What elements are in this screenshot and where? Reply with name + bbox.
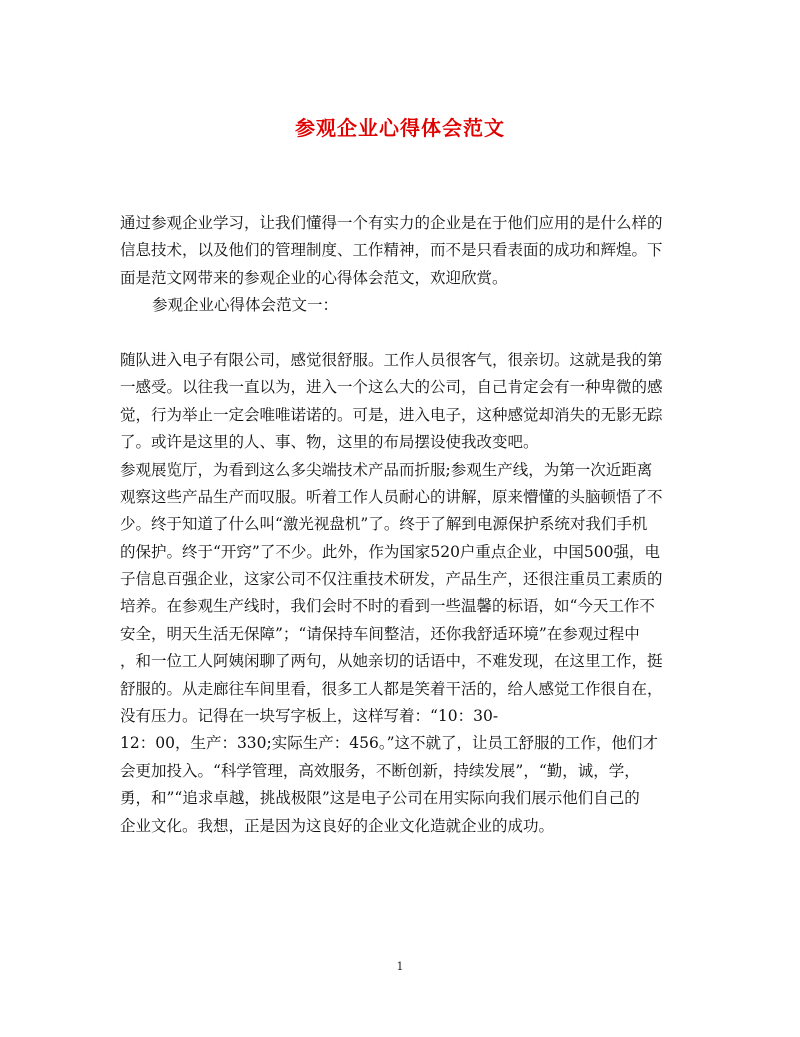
section-heading: 参观企业心得体会范文一： (152, 296, 339, 315)
body-line: 12：00，生产：330;实际生产：456。”这不就了，让员工舒服的工作，他们才 (120, 734, 659, 753)
paragraph-gap (120, 320, 680, 347)
intro-line: 面是范文网带来的参观企业的心得体会范文，欢迎欣赏。 (120, 268, 508, 287)
intro-line: 通过参观企业学习，让我们懂得一个有实力的企业是在于他们应用的是什么样的 (120, 214, 663, 232)
body-line: 没有压力。记得在一块写字板上，这样写着：“10：30- (120, 707, 499, 726)
body-line: 勇，和”“追求卓越，挑战极限”这是电子公司在用实际向我们展示他们自己的 (120, 789, 640, 808)
body-line: 觉，行为举止一定会唯唯诺诺的。可是，进入电子，这种感觉却消失的无影无踪 (120, 405, 663, 424)
body-line: 会更加投入。“科学管理，高效服务，不断创新，持续发展”，“勤，诚，学， (120, 761, 640, 780)
body-line: 一感受。以往我一直以为，进入一个这么大的公司，自己肯定会有一种卑微的感 (120, 378, 663, 397)
body-line: 企业文化。我想，正是因为这良好的企业文化造就企业的成功。 (120, 816, 555, 835)
page-number: 1 (396, 960, 404, 973)
body-line: 子信息百强企业，这家公司不仅注重技术研发，产品生产，还很注重员工素质的 (120, 570, 663, 589)
body-line: 安全，明天生活无保障”；“请保持车间整洁，还你我舒适环境”在参观过程中 (120, 624, 640, 643)
body-line: 参观展览厅，为看到这么多尖端技术产品而折服;参观生产线，为第一次近距离 (120, 460, 653, 479)
intro-line: 信息技术，以及他们的管理制度、工作精神，而不是只看表面的成功和辉煌。下 (120, 241, 663, 260)
body-line: 随队进入电子有限公司，感觉很舒服。工作人员很客气，很亲切。这就是我的第 (120, 350, 663, 369)
body-line: 少。终于知道了什么叫“激光视盘机”了。终于了解到电源保护系统对我们手机 (120, 515, 648, 534)
document-title: 参观企业心得体会范文 (295, 116, 505, 140)
body-line: ，和一位工人阿姨闲聊了两句，从她亲切的话语中，不难发现，在这里工作，挺 (120, 652, 663, 671)
body-line: 了。或许是这里的人、事、物，这里的布局摆设使我改变吧。 (120, 433, 539, 452)
document-body (120, 210, 680, 840)
body-line: 观察这些产品生产而叹服。听着工作人员耐心的讲解，原来懵懂的头脑顿悟了不 (120, 487, 663, 506)
body-line: 的保护。终于“开窍”了不少。此外，作为国家520户重点企业，中国500强，电 (120, 542, 661, 561)
body-line: 培养。在参观生产线时，我们会时不时的看到一些温馨的标语，如“今天工作不 (120, 597, 655, 616)
body-line: 舒服的。从走廊往车间里看，很多工人都是笑着干活的，给人感觉工作很自在， (120, 679, 663, 698)
